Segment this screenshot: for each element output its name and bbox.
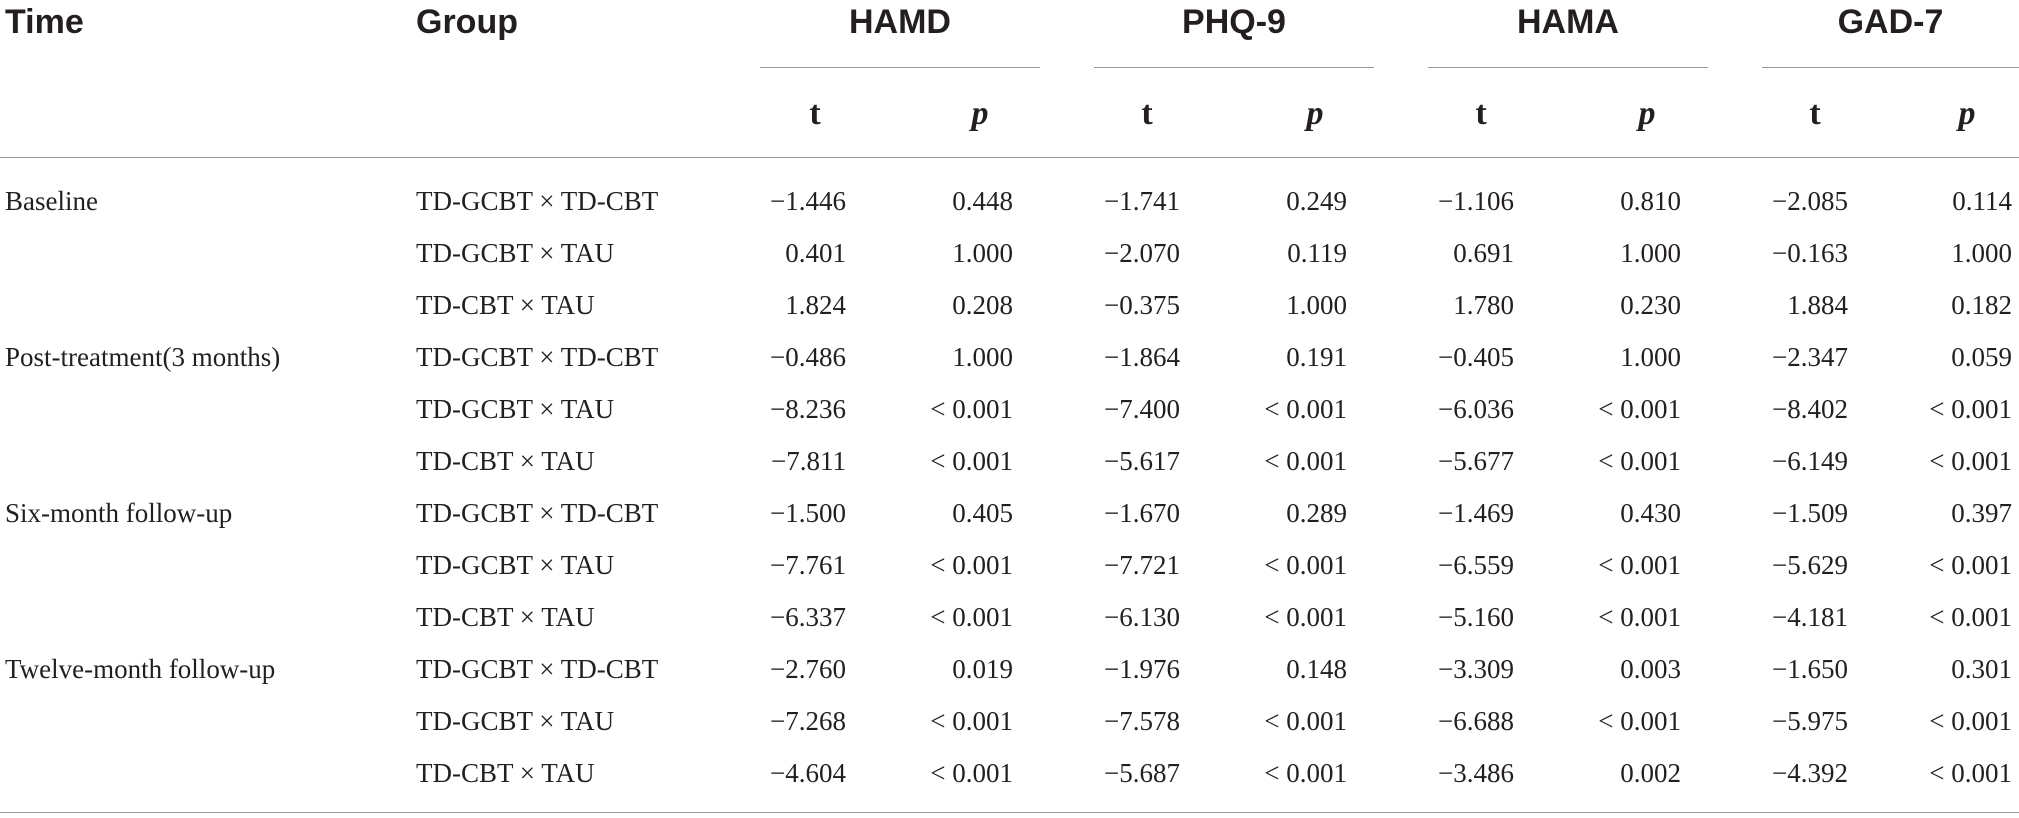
gad7-p-value: 0.397 <box>1951 498 2012 528</box>
group-label: TD-GCBT × TD-CBT <box>416 186 659 216</box>
hamd-t-value: −7.268 <box>770 706 846 736</box>
gad7-t-value: −2.347 <box>1772 342 1848 372</box>
phq9-p-value: < 0.001 <box>1264 706 1347 736</box>
phq9-p-value: 1.000 <box>1286 290 1347 320</box>
hama-p-value: 0.430 <box>1620 498 1681 528</box>
hama-p-value: 0.810 <box>1620 186 1681 216</box>
group-label: TD-GCBT × TD-CBT <box>416 498 659 528</box>
time-label: Six-month follow-up <box>5 498 233 528</box>
gad7-p-value: < 0.001 <box>1929 602 2012 632</box>
hamd-underline <box>760 67 1040 68</box>
gad7-t-value: −6.149 <box>1772 446 1848 476</box>
gad7-t-value: −4.181 <box>1772 602 1848 632</box>
phq9-t-value: −1.670 <box>1104 498 1180 528</box>
hamd-p-value: 0.019 <box>952 654 1013 684</box>
header-gad7: GAD-7 <box>1837 3 1944 41</box>
hama-t-value: −0.405 <box>1438 342 1514 372</box>
hamd-p-value: < 0.001 <box>930 550 1013 580</box>
hama-t-value: −3.309 <box>1438 654 1514 684</box>
hamd-t-value: −0.486 <box>770 342 846 372</box>
gad7-t-value: −2.085 <box>1772 186 1848 216</box>
phq9-underline <box>1094 67 1374 68</box>
header-phq9: PHQ-9 <box>1182 3 1286 41</box>
hamd-p-value: < 0.001 <box>930 758 1013 788</box>
group-label: TD-GCBT × TAU <box>416 706 615 736</box>
hamd-p-header: p <box>971 95 989 132</box>
hama-p-value: < 0.001 <box>1598 394 1681 424</box>
phq9-t-value: −7.578 <box>1104 706 1180 736</box>
group-label: TD-CBT × TAU <box>416 758 595 788</box>
hamd-t-value: 0.401 <box>785 238 846 268</box>
hamd-t-value: 1.824 <box>785 290 846 320</box>
header-hama: HAMA <box>1517 3 1619 41</box>
hamd-t-value: −7.811 <box>771 446 846 476</box>
gad7-t-value: −4.392 <box>1772 758 1848 788</box>
gad7-p-header: p <box>1958 95 1976 132</box>
header-bottom-rule <box>0 157 2019 158</box>
group-label: TD-GCBT × TAU <box>416 550 615 580</box>
hama-p-value: 1.000 <box>1620 238 1681 268</box>
phq9-p-value: < 0.001 <box>1264 758 1347 788</box>
hama-p-value: < 0.001 <box>1598 446 1681 476</box>
phq9-t-value: −1.864 <box>1104 342 1180 372</box>
gad7-t-header: t <box>1809 95 1821 132</box>
hama-t-value: 1.780 <box>1453 290 1514 320</box>
hamd-t-value: −7.761 <box>770 550 846 580</box>
hamd-p-value: 0.448 <box>952 186 1013 216</box>
header-hamd: HAMD <box>849 3 951 41</box>
phq9-p-value: 0.289 <box>1286 498 1347 528</box>
hamd-p-value: 1.000 <box>952 238 1013 268</box>
hama-t-value: −1.469 <box>1438 498 1514 528</box>
hama-t-value: −1.106 <box>1438 186 1514 216</box>
hamd-t-value: −1.500 <box>770 498 846 528</box>
phq9-p-value: < 0.001 <box>1264 550 1347 580</box>
phq9-t-value: −5.617 <box>1104 446 1180 476</box>
time-label: Twelve-month follow-up <box>5 654 276 684</box>
hama-t-header: t <box>1475 95 1487 132</box>
phq9-p-value: 0.249 <box>1286 186 1347 216</box>
hamd-p-value: 0.405 <box>952 498 1013 528</box>
hamd-t-value: −4.604 <box>770 758 846 788</box>
hamd-p-value: < 0.001 <box>930 446 1013 476</box>
gad7-t-value: −5.629 <box>1772 550 1848 580</box>
phq9-t-header: t <box>1141 95 1153 132</box>
gad7-p-value: < 0.001 <box>1929 706 2012 736</box>
hamd-p-value: < 0.001 <box>930 394 1013 424</box>
phq9-t-value: −2.070 <box>1104 238 1180 268</box>
group-label: TD-GCBT × TAU <box>416 238 615 268</box>
gad7-p-value: 0.059 <box>1951 342 2012 372</box>
hama-underline <box>1428 67 1708 68</box>
phq9-t-value: −6.130 <box>1104 602 1180 632</box>
hama-t-value: −6.688 <box>1438 706 1514 736</box>
hama-t-value: −5.677 <box>1438 446 1514 476</box>
hama-p-value: < 0.001 <box>1598 602 1681 632</box>
gad7-p-value: < 0.001 <box>1929 758 2012 788</box>
hama-p-value: 0.002 <box>1620 758 1681 788</box>
phq9-p-value: 0.191 <box>1286 342 1347 372</box>
hama-p-value: 1.000 <box>1620 342 1681 372</box>
gad7-underline <box>1762 67 2019 68</box>
gad7-t-value: −5.975 <box>1772 706 1848 736</box>
gad7-t-value: 1.884 <box>1787 290 1848 320</box>
hama-t-value: −6.559 <box>1438 550 1514 580</box>
group-label: TD-GCBT × TD-CBT <box>416 654 659 684</box>
header-time: Time <box>5 3 84 41</box>
hamd-p-value: 1.000 <box>952 342 1013 372</box>
gad7-p-value: < 0.001 <box>1929 446 2012 476</box>
phq9-t-value: −5.687 <box>1104 758 1180 788</box>
phq9-t-value: −0.375 <box>1104 290 1180 320</box>
gad7-t-value: −0.163 <box>1772 238 1848 268</box>
gad7-t-value: −1.650 <box>1772 654 1848 684</box>
gad7-p-value: < 0.001 <box>1929 550 2012 580</box>
phq9-t-value: −1.741 <box>1104 186 1180 216</box>
hama-p-value: < 0.001 <box>1598 550 1681 580</box>
hamd-t-value: −6.337 <box>770 602 846 632</box>
hama-t-value: −6.036 <box>1438 394 1514 424</box>
hamd-p-value: < 0.001 <box>930 602 1013 632</box>
phq9-p-value: < 0.001 <box>1264 394 1347 424</box>
hamd-p-value: 0.208 <box>952 290 1013 320</box>
gad7-t-value: −8.402 <box>1772 394 1848 424</box>
hamd-t-value: −1.446 <box>770 186 846 216</box>
hamd-t-header: t <box>809 95 821 132</box>
phq9-t-value: −1.976 <box>1104 654 1180 684</box>
hamd-t-value: −2.760 <box>770 654 846 684</box>
hama-t-value: 0.691 <box>1453 238 1514 268</box>
group-label: TD-CBT × TAU <box>416 446 595 476</box>
hama-p-value: < 0.001 <box>1598 706 1681 736</box>
phq9-t-value: −7.400 <box>1104 394 1180 424</box>
group-label: TD-GCBT × TD-CBT <box>416 342 659 372</box>
time-label: Post-treatment(3 months) <box>5 342 281 372</box>
hama-p-header: p <box>1638 95 1656 132</box>
gad7-p-value: 0.182 <box>1951 290 2012 320</box>
time-label: Baseline <box>5 186 98 216</box>
gad7-p-value: 0.114 <box>1952 186 2012 216</box>
header-group: Group <box>416 3 518 41</box>
gad7-t-value: −1.509 <box>1772 498 1848 528</box>
gad7-p-value: 0.301 <box>1951 654 2012 684</box>
gad7-p-value: < 0.001 <box>1929 394 2012 424</box>
hama-t-value: −5.160 <box>1438 602 1514 632</box>
hamd-p-value: < 0.001 <box>930 706 1013 736</box>
group-label: TD-CBT × TAU <box>416 290 595 320</box>
phq9-t-value: −7.721 <box>1104 550 1180 580</box>
group-label: TD-CBT × TAU <box>416 602 595 632</box>
gad7-p-value: 1.000 <box>1951 238 2012 268</box>
hama-t-value: −3.486 <box>1438 758 1514 788</box>
phq9-p-value: < 0.001 <box>1264 602 1347 632</box>
phq9-p-value: < 0.001 <box>1264 446 1347 476</box>
hamd-t-value: −8.236 <box>770 394 846 424</box>
phq9-p-value: 0.148 <box>1286 654 1347 684</box>
phq9-p-value: 0.119 <box>1287 238 1347 268</box>
hama-p-value: 0.230 <box>1620 290 1681 320</box>
table-bottom-rule <box>0 812 2019 813</box>
hama-p-value: 0.003 <box>1620 654 1681 684</box>
group-label: TD-GCBT × TAU <box>416 394 615 424</box>
phq9-p-header: p <box>1306 95 1324 132</box>
